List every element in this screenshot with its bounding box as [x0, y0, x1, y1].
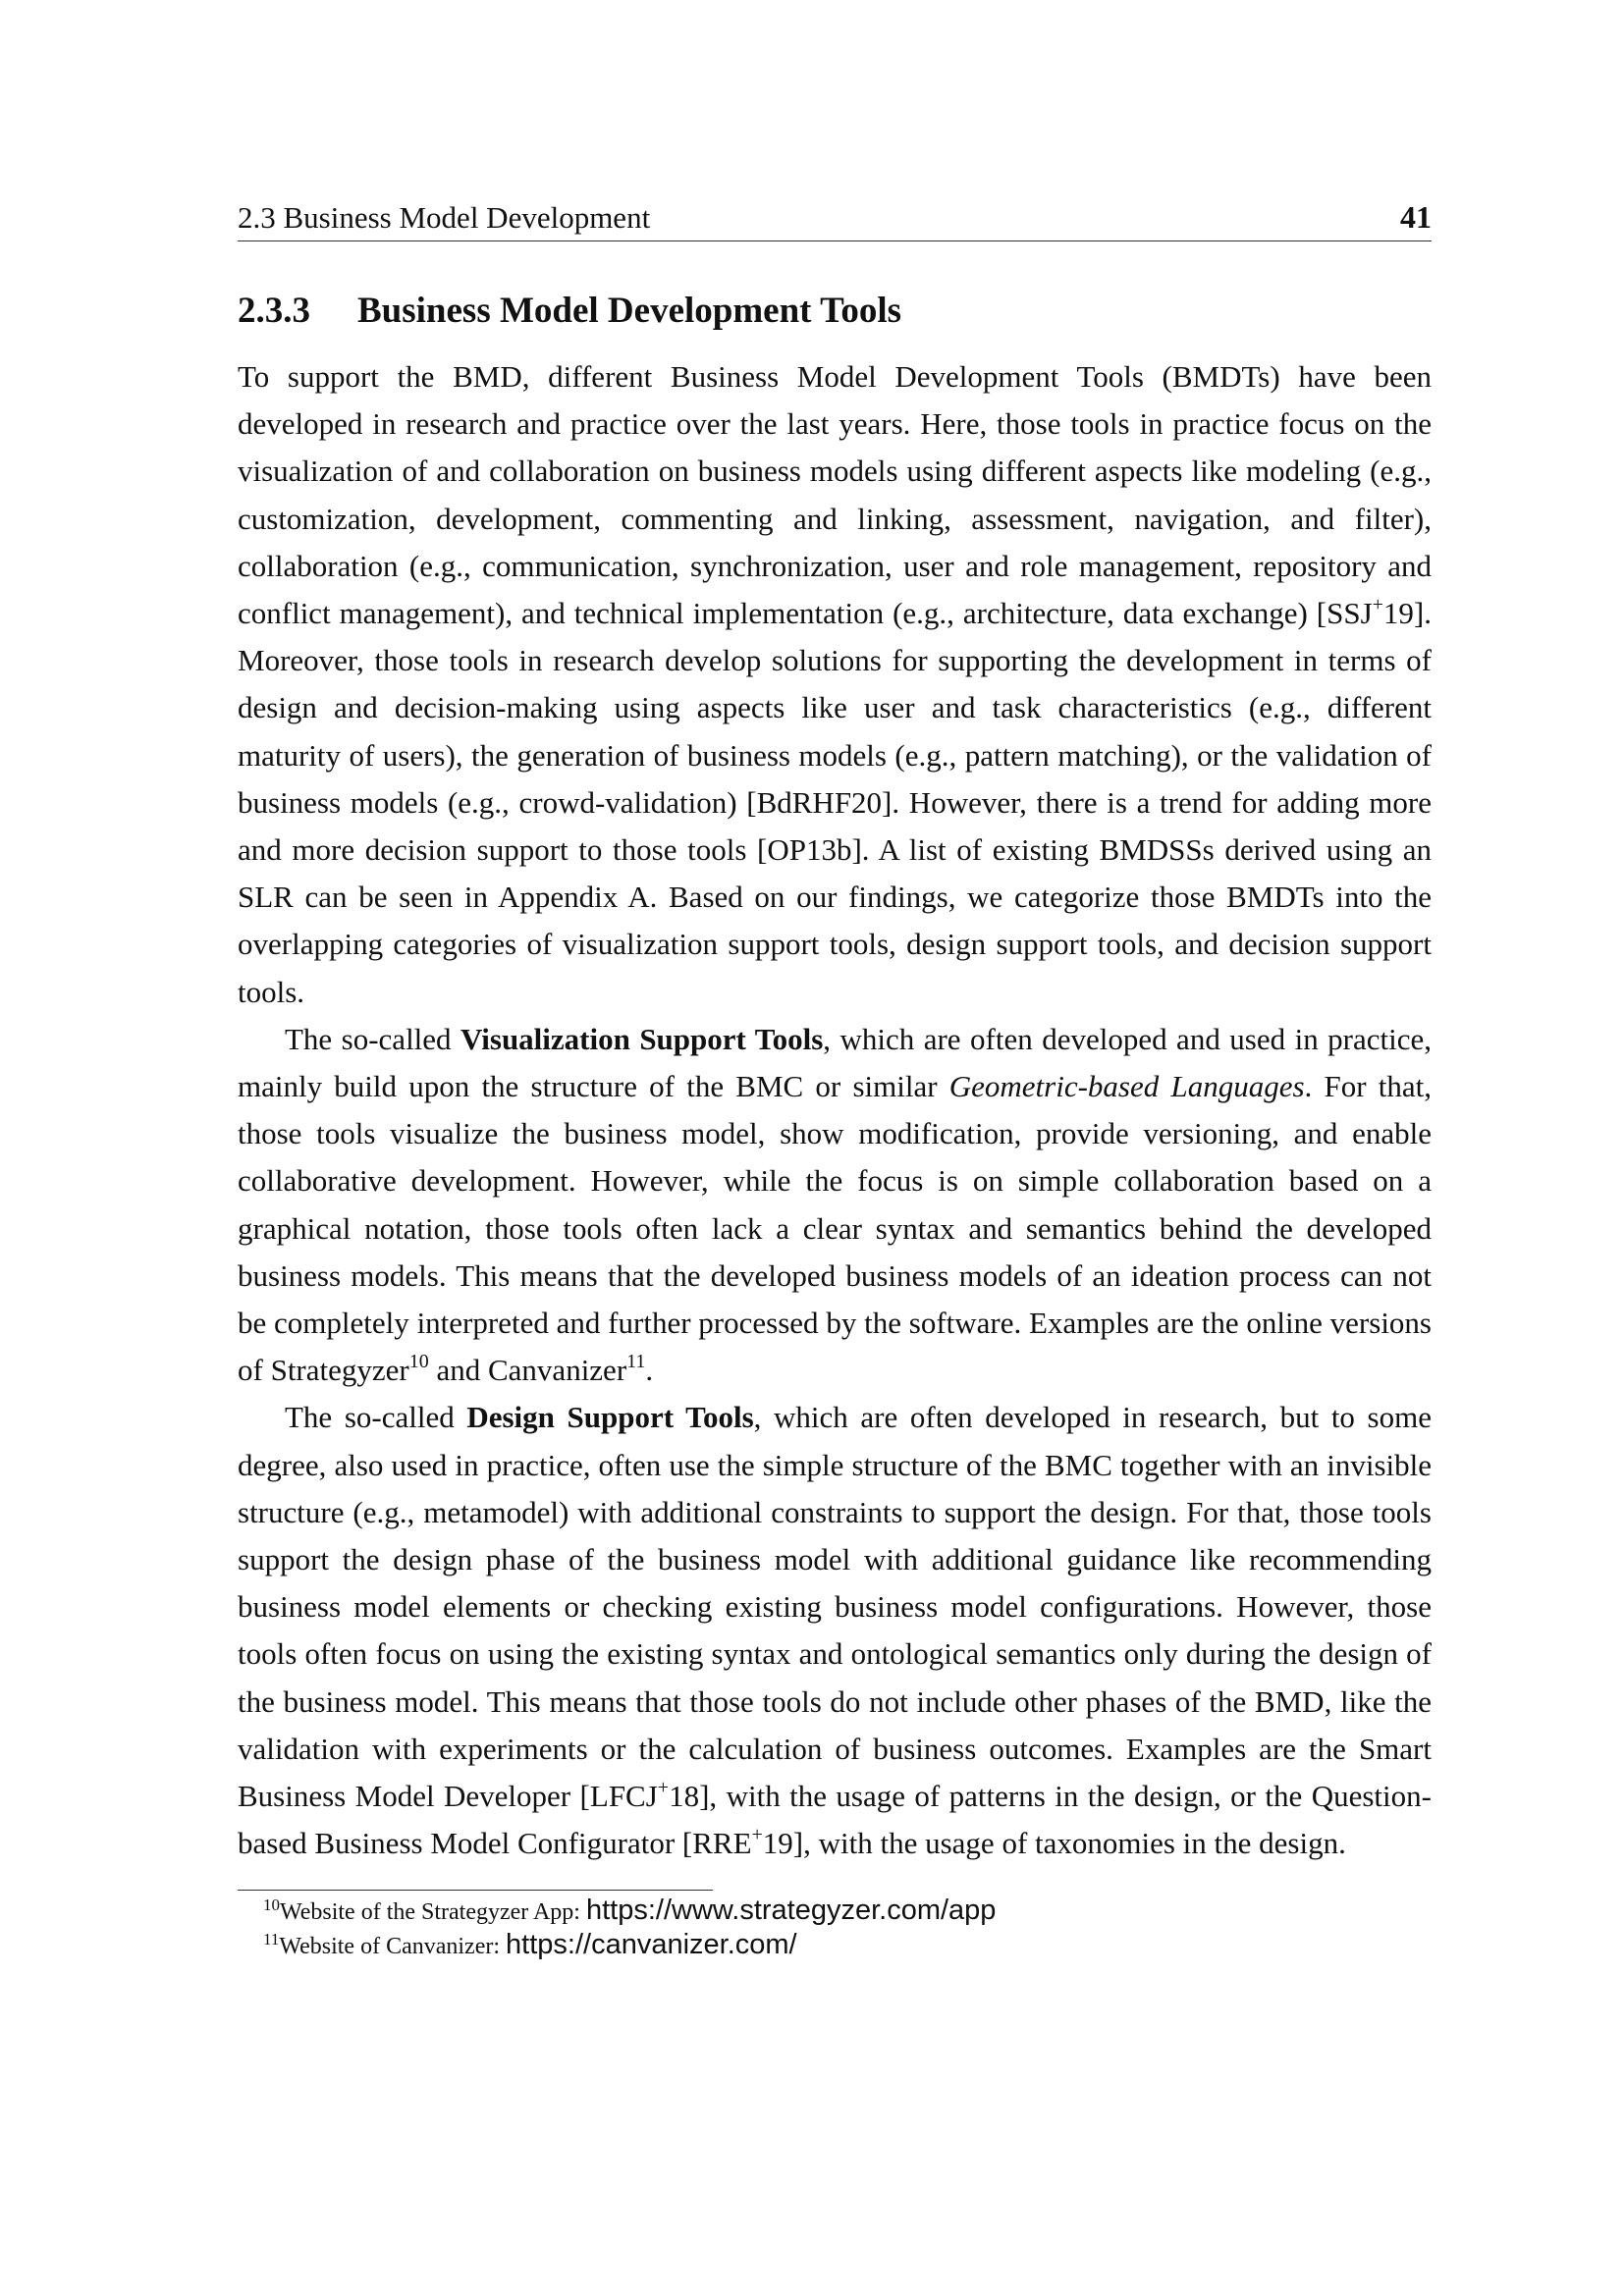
paragraph-text: and Canvanizer: [428, 1353, 627, 1388]
term-visualization-support-tools: Visualization Support Tools: [460, 1021, 824, 1056]
paragraph-text: The so-called: [285, 1021, 461, 1056]
term-design-support-tools: Design Support Tools: [466, 1400, 754, 1435]
paragraph-visualization-tools: [238, 1016, 1432, 1395]
footnote-ref-10[interactable]: 10: [408, 1350, 429, 1372]
paragraph-text: . For that, those tools visualize the business model, show modification, provide versioning, and enable collaborative development. However, while the focus is on simple collaboration based on a graphical notation, those tools often lack a clear syntax and semantics behind the developed business models. This means that the developed business models of an ideation process can not be completely interpreted and further processed by the software. Examples are the online versions of Strategyzer: [238, 1069, 1432, 1388]
footnote-url-link[interactable]: https://canvanizer.com/: [506, 1928, 797, 1960]
paragraph-text: 19]. Moreover, those tools in research develop solutions for supporting the development in terms of design and decision-making using aspects like user and task characteristics (e.g., different maturity of users), the generation of business models (e.g., pattern matching), or the validation of business models (e.g., crowd-validation) [BdRHF20]. However, there is a trend for adding more and more decision support to those tools [OP13b]. A list of existing BMDSSs derived using an SLR can be seen in Appendix A. Based on our findings, we categorize those BMDTs into the overlapping categories of visualization support tools, design support tools, and decision support tools.: [238, 596, 1432, 1009]
footnote-10: [263, 1895, 1432, 1929]
running-header: [238, 196, 1432, 241]
section-number: 2.3.3: [238, 291, 310, 331]
footnotes: [238, 1895, 1432, 1963]
footnote-ref-11[interactable]: 11: [626, 1350, 646, 1372]
paragraph-text: To support the BMD, different Business Model Development Tools (BMDTs) have been developed in research and practice over the last years. Here, those tools in practice focus on the visualization of and collaboration on business models using different aspects like modeling (e.g., customization, development, commenting and linking, assessment, navigation, and filter), collaboration (e.g., communication, synchronization, user and role management, repository and conflict management), and technical implementation (e.g., architecture, data exchange) [SSJ: [238, 359, 1432, 631]
paragraph-text: 18], with the usage of patterns in the design, or the Question-based Business Model Configurator [RRE: [238, 1779, 1432, 1861]
footnote-text: Website of Canvanizer:: [279, 1933, 507, 1959]
page-number: 41: [1400, 199, 1432, 235]
paragraph-intro: [238, 353, 1432, 1016]
citation-superscript: +: [751, 1823, 763, 1845]
paragraph-text: .: [645, 1353, 654, 1388]
paragraph-text: , which are often developed in research, but to some degree, also used in practice, often use the simple structure of the BMC together with an invisible structure (e.g., metamodel) with additional constraints to support the design. For that, those tools support the design phase of the business model with additional guidance like recommending business model elements or checking existing business model configurations. However, those tools often focus on using the existing syntax and ontological semantics only during the design of the business model. This means that those tools do not include other phases of the BMD, like the validation with experiments or the calculation of business outcomes. Examples are the Smart Business Model Developer [LFCJ: [238, 1400, 1432, 1814]
paragraph-text: The so-called: [285, 1400, 467, 1435]
footnote-text: Website of the Strategyzer App:: [280, 1898, 586, 1925]
footnote-mark: 11: [263, 1929, 280, 1949]
section-title: Business Model Development Tools: [357, 291, 902, 331]
footnote-mark: 10: [263, 1895, 280, 1914]
running-title: 2.3 Business Model Development: [238, 200, 651, 235]
citation-superscript: +: [1372, 593, 1383, 615]
paragraph-text: , which are often developed and used in practice, mainly build upon the structure of the BMC or similar: [238, 1021, 1432, 1104]
citation-superscript: +: [657, 1776, 670, 1798]
page: [238, 196, 1432, 1963]
footnote-url-link[interactable]: https://www.strategyzer.com/app: [585, 1894, 997, 1926]
term-geometric-based-languages: Geometric-based Languages: [948, 1069, 1305, 1104]
paragraph-design-tools: [238, 1394, 1432, 1867]
footnote-divider: [238, 1890, 713, 1891]
paragraph-text: 19], with the usage of taxonomies in the design.: [762, 1826, 1346, 1861]
section-heading: [238, 289, 1432, 334]
footnote-11: [263, 1929, 1432, 1963]
